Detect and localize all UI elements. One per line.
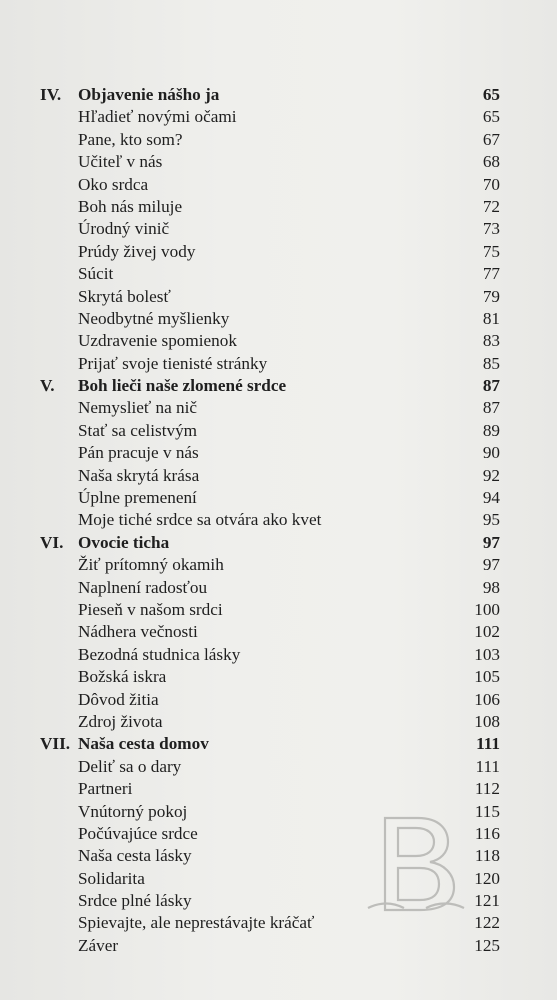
- toc-entry-row: [40, 308, 500, 330]
- page-number: 125: [474, 935, 500, 955]
- entry-title: Stať sa celistvým: [78, 420, 198, 440]
- bookstore-logo-icon: [360, 808, 470, 918]
- toc-entry-row: [40, 599, 500, 621]
- section-title: Naša cesta domov: [78, 734, 209, 754]
- page-number: 65: [482, 107, 500, 127]
- section-title: Ovocie ticha: [78, 532, 170, 552]
- entry-title: Uzdravenie spomienok: [78, 331, 237, 351]
- entry-title: Srdce plné lásky: [78, 891, 192, 911]
- page-number: 106: [474, 689, 500, 709]
- page-number: 111: [476, 734, 500, 754]
- page-number: 122: [474, 913, 500, 933]
- entry-title: Pán pracuje v nás: [78, 443, 199, 463]
- entry-title: Naša skrytá krása: [78, 465, 200, 485]
- page-number: 89: [482, 420, 500, 440]
- entry-title: Moje tiché srdce sa otvára ako kvet: [78, 510, 322, 530]
- page-number: 68: [482, 152, 500, 172]
- page-number: 67: [482, 129, 500, 149]
- page-number: 87: [482, 376, 500, 396]
- page-number: 115: [474, 801, 500, 821]
- entry-title: Prúdy živej vody: [78, 241, 196, 261]
- toc-entry-row: [40, 644, 500, 666]
- section-title: Boh lieči naše zlomené srdce: [78, 376, 287, 396]
- entry-title: Naplnení radosťou: [78, 577, 208, 597]
- toc-entry-row: [40, 621, 500, 643]
- page-number: 87: [482, 398, 500, 418]
- toc-entry-row: [40, 666, 500, 688]
- entry-title: Úrodný vinič: [78, 219, 170, 239]
- entry-title: Počúvajúce srdce: [78, 823, 198, 843]
- page-number: 81: [482, 308, 500, 328]
- page-number: 95: [482, 510, 500, 530]
- entry-title: Naša cesta lásky: [78, 846, 192, 866]
- entry-title: Učiteľ v nás: [78, 152, 163, 172]
- toc-section-row: [40, 375, 500, 397]
- page-number: 103: [474, 644, 500, 664]
- entry-title: Nemyslieť na nič: [78, 398, 198, 418]
- entry-title: Súcit: [78, 264, 114, 284]
- toc-entry-row: [40, 554, 500, 576]
- toc-entry-row: [40, 756, 500, 778]
- entry-title: Spievajte, ale neprestávajte kráčať: [78, 913, 315, 933]
- page-number: 97: [482, 555, 500, 575]
- page-number: 72: [482, 196, 500, 216]
- entry-title: Oko srdca: [78, 174, 149, 194]
- toc-entry-row: [40, 353, 500, 375]
- entry-title: Pane, kto som?: [78, 129, 183, 149]
- page-number: 73: [482, 219, 500, 239]
- page-number: 65: [482, 85, 500, 104]
- page-number: 108: [474, 711, 500, 731]
- page-number: 105: [474, 667, 500, 687]
- toc-entry-row: [40, 689, 500, 711]
- entry-title: Pieseň v našom srdci: [78, 599, 223, 619]
- entry-title: Božská iskra: [78, 667, 167, 687]
- page-number: 111: [475, 756, 500, 776]
- page-number: 77: [482, 264, 500, 284]
- entry-title: Deliť sa o dary: [78, 756, 182, 776]
- toc-entry-row: [40, 263, 500, 285]
- toc-entry-row: [40, 129, 500, 151]
- entry-title: Zdroj života: [78, 711, 163, 731]
- entry-title: Neodbytné myšlienky: [78, 308, 230, 328]
- toc-entry-row: [40, 577, 500, 599]
- toc-entry-row: [40, 465, 500, 487]
- toc-entry-row: [40, 106, 500, 128]
- toc-entry-row: [40, 151, 500, 173]
- entry-title: Úplne premenení: [78, 488, 197, 508]
- section-number: VI.: [40, 532, 64, 552]
- entry-title: Hľadieť novými očami: [78, 107, 237, 127]
- section-title: Objavenie nášho ja: [78, 85, 220, 104]
- page-number: 98: [482, 577, 500, 597]
- toc-entry-row: [40, 397, 500, 419]
- section-number: V.: [40, 376, 55, 396]
- toc-entry-row: [40, 420, 500, 442]
- entry-title: Vnútorný pokoj: [78, 801, 188, 821]
- toc-section-row: [40, 733, 500, 755]
- entry-title: Bezodná studnica lásky: [78, 644, 241, 664]
- toc-section-row: [40, 84, 500, 106]
- page-number: 97: [482, 532, 500, 552]
- toc-section-row: [40, 532, 500, 554]
- entry-title: Prijať svoje tienisté stránky: [78, 353, 268, 373]
- entry-title: Dôvod žitia: [78, 689, 159, 709]
- page-number: 94: [482, 488, 500, 508]
- entry-title: Solidarita: [78, 868, 145, 888]
- entry-title: Boh nás miluje: [78, 196, 183, 216]
- toc-entry-row: [40, 218, 500, 240]
- section-number: VII.: [40, 734, 71, 754]
- page-number: 85: [482, 353, 500, 373]
- toc-entry-row: [40, 442, 500, 464]
- entry-title: Nádhera večnosti: [78, 622, 198, 642]
- page-number: 121: [474, 891, 500, 911]
- toc-entry-row: [40, 711, 500, 733]
- entry-title: Záver: [78, 935, 119, 955]
- page-number: 83: [482, 331, 500, 351]
- toc-entry-row: [40, 196, 500, 218]
- entry-title: Žiť prítomný okamih: [78, 555, 224, 575]
- page-number: 120: [474, 868, 500, 888]
- page-number: 79: [482, 286, 500, 306]
- page-number: 100: [474, 599, 500, 619]
- toc-entry-row: [40, 487, 500, 509]
- page-number: 75: [482, 241, 500, 261]
- toc-entry-row: [40, 286, 500, 308]
- page-number: 92: [482, 465, 500, 485]
- section-number: IV.: [40, 85, 62, 104]
- toc-entry-row: [40, 935, 500, 957]
- page-number: 90: [482, 443, 500, 463]
- toc-entry-row: [40, 174, 500, 196]
- entry-title: Partneri: [78, 779, 133, 799]
- toc-entry-row: [40, 509, 500, 531]
- toc-entry-row: [40, 330, 500, 352]
- page-number: 118: [474, 846, 500, 866]
- toc-entry-row: [40, 241, 500, 263]
- page-number: 116: [474, 823, 500, 843]
- toc-entry-row: [40, 778, 500, 800]
- page-number: 102: [474, 622, 500, 642]
- page-number: 70: [482, 174, 500, 194]
- page-number: 112: [474, 779, 500, 799]
- entry-title: Skrytá bolesť: [78, 286, 171, 306]
